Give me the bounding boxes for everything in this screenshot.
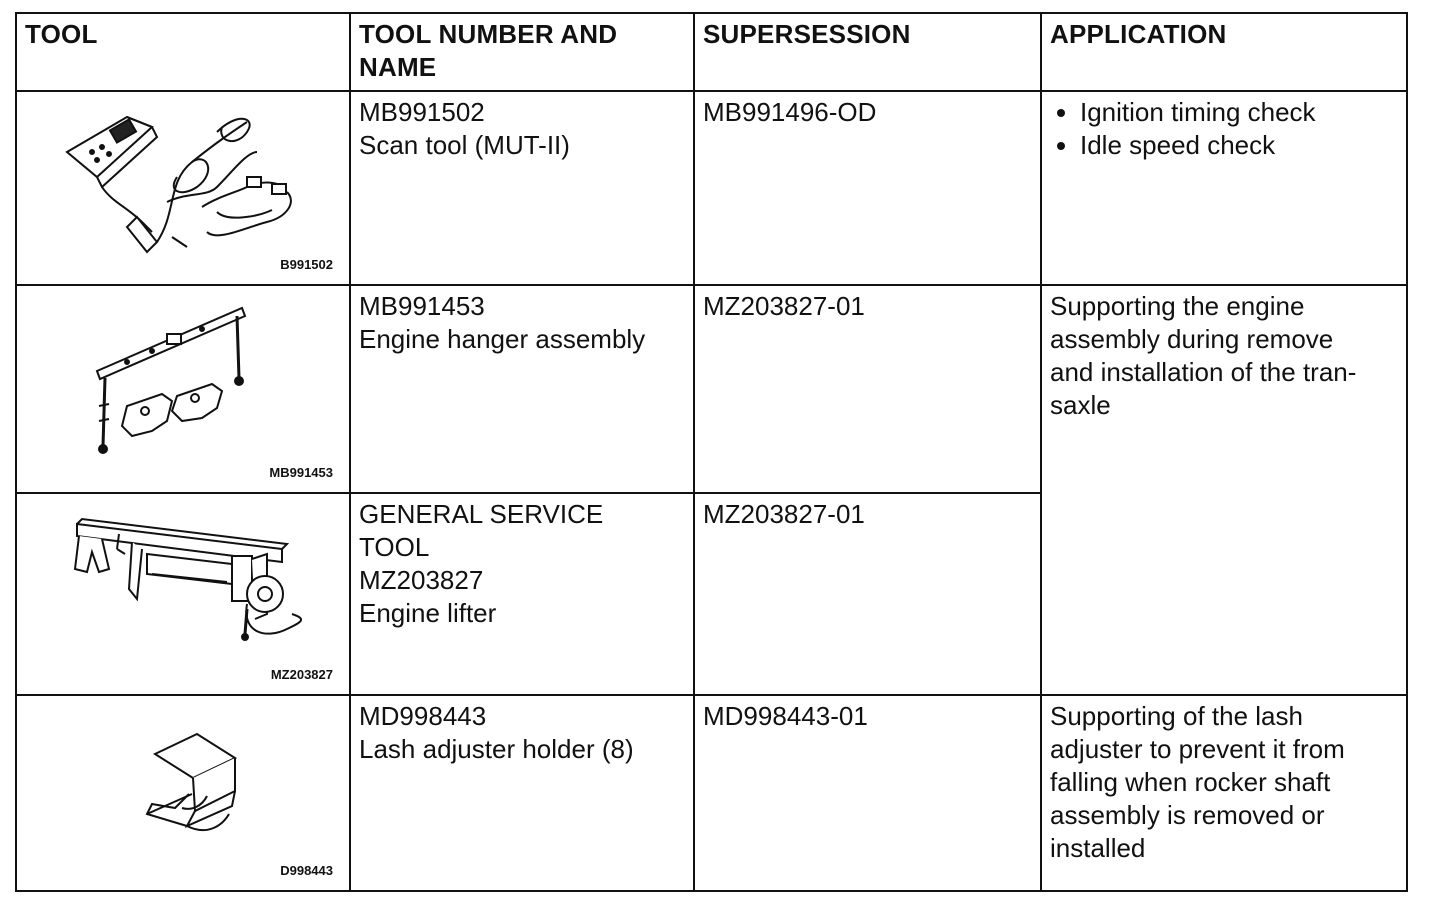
tool-name: Scan tool (MUT-II) <box>359 130 570 160</box>
tool-number-name-cell <box>350 91 694 285</box>
header-supersession: SUPERSESSION <box>694 13 1041 91</box>
header-row <box>16 13 1407 91</box>
supersession-cell: MB991496-OD <box>694 91 1041 285</box>
application-line: adjuster to prevent it from <box>1050 734 1345 764</box>
tool-image-code: MB991453 <box>269 465 333 480</box>
tool-number-name-cell <box>350 285 694 493</box>
supersession-cell: MZ203827-01 <box>694 493 1041 695</box>
tool-number: MB991453 <box>359 291 485 321</box>
engine-hanger-icon <box>17 286 351 494</box>
application-line: saxle <box>1050 390 1111 420</box>
application-line: falling when rocker shaft <box>1050 767 1331 797</box>
tool-number-name-cell <box>350 695 694 891</box>
tool-prefix-line2: TOOL <box>359 532 430 562</box>
header-tool: TOOL <box>16 13 350 91</box>
application-line: Supporting the engine <box>1050 291 1305 321</box>
table-row <box>16 285 1407 493</box>
tool-image-code: D998443 <box>280 863 333 878</box>
tool-image-code: B991502 <box>280 257 333 272</box>
tool-image-cell <box>16 91 350 285</box>
header-tool-number-line2: NAME <box>359 52 437 82</box>
engine-lifter-icon <box>17 494 351 696</box>
tool-name: Lash adjuster holder (8) <box>359 734 634 764</box>
special-tools-table <box>15 12 1408 892</box>
tool-number: MZ203827 <box>359 565 484 595</box>
application-line: assembly is removed or <box>1050 800 1325 830</box>
application-cell <box>1041 695 1407 891</box>
tool-image-cell <box>16 285 350 493</box>
tool-name: Engine hanger assembly <box>359 324 646 354</box>
application-line: installed <box>1050 833 1146 863</box>
header-application: APPLICATION <box>1041 13 1407 91</box>
application-item: • Idle speed check <box>1080 129 1398 162</box>
tool-image-cell <box>16 695 350 891</box>
header-tool-number-and-name <box>350 13 694 91</box>
tool-image-cell <box>16 493 350 695</box>
tool-number: MD998443 <box>359 701 487 731</box>
header-tool-number-line1: TOOL NUMBER AND <box>359 19 618 49</box>
table-row <box>16 695 1407 891</box>
application-cell <box>1041 285 1407 695</box>
tool-number-name-cell <box>350 493 694 695</box>
tool-number: MB991502 <box>359 97 485 127</box>
application-item: • Ignition timing check <box>1080 96 1398 129</box>
application-line: assembly during remove <box>1050 324 1334 354</box>
tool-name: Engine lifter <box>359 598 497 628</box>
tool-prefix-line1: GENERAL SERVICE <box>359 499 604 529</box>
supersession-cell: MD998443-01 <box>694 695 1041 891</box>
application-cell <box>1041 91 1407 285</box>
application-line: Supporting of the lash <box>1050 701 1303 731</box>
table-row <box>16 91 1407 285</box>
application-line: and installation of the tran- <box>1050 357 1357 387</box>
supersession-cell: MZ203827-01 <box>694 285 1041 493</box>
application-list <box>1050 96 1398 162</box>
tool-image-code: MZ203827 <box>270 667 333 682</box>
